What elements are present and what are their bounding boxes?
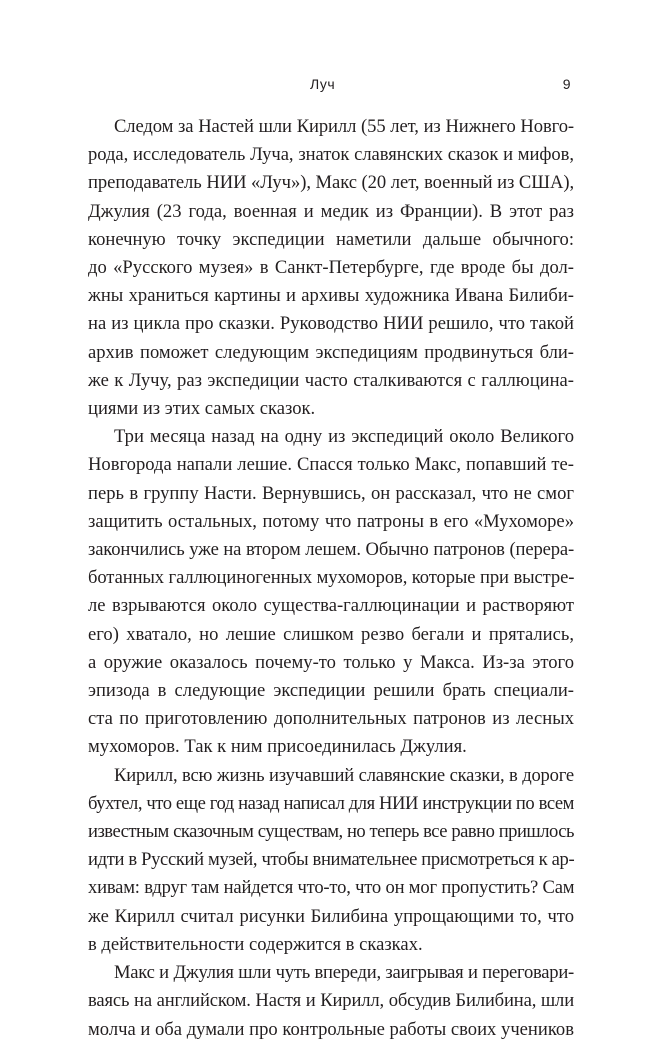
text-line: же Кирилл считал рисунки Билибина упрощающими то, что	[88, 905, 574, 927]
text-line: Макс и Джулия шли чуть впереди, заигрывая и переговари-	[114, 962, 574, 984]
text-line: в действительности содержится в сказках.	[88, 933, 423, 955]
text-line: жны храниться картины и архивы художника Ивана Билиби-	[88, 285, 574, 307]
text-line: идти в Русский музей, чтобы внимательнее присмотреться к ар-	[88, 849, 575, 871]
text-line: ста по приготовлению дополнительных патронов из лесных	[88, 708, 574, 730]
running-head	[88, 76, 571, 96]
body-text	[88, 113, 574, 1044]
paragraph-1	[88, 113, 574, 423]
text-line: на из цикла про сказки. Руководство НИИ решило, что такой	[88, 313, 574, 335]
text-line: а оружие оказалось почему-то только у Макса. Из-за этого	[88, 651, 574, 673]
text-line: ле взрываются около существа-галлюцинации и растворяют	[88, 595, 574, 617]
paragraph-2	[88, 423, 574, 761]
text-line: же к Лучу, раз экспедиции часто сталкиваются с галлюцина-	[88, 369, 574, 391]
text-line: ботанных галлюциногенных мухоморов, которые при выстре-	[88, 567, 575, 589]
paragraph-4	[88, 959, 574, 1044]
text-line: хивам: вдруг там найдется что-то, что он мог пропустить? Сам	[88, 877, 575, 899]
text-line: до «Русского музея» в Санкт-Петербурге, где вроде бы дол-	[88, 257, 574, 279]
text-line: Три месяца назад на одну из экспедиций около Великого	[114, 426, 574, 448]
text-line: мухоморов. Так к ним присоединилась Джулия.	[88, 736, 467, 758]
text-line: молча и оба думали про контрольные работы своих учеников	[88, 1018, 574, 1040]
text-line: Новгорода напали лешие. Спасся только Макс, попавший те-	[88, 454, 574, 476]
text-line: Кирилл, всю жизнь изучавший славянские сказки, в дороге	[114, 764, 574, 786]
text-line: перь в группу Насти. Вернувшись, он рассказал, что не смог	[88, 482, 574, 504]
text-line: Следом за Настей шли Кирилл (55 лет, из Нижнего Новго-	[114, 116, 574, 137]
text-line: его) хватало, но лешие слишком резво бегали и прятались,	[88, 623, 574, 645]
text-line: защитить остальных, потому что патроны в его «Мухоморе»	[88, 510, 574, 532]
text-line: архив поможет следующим экспедициям продвинуться бли-	[88, 341, 574, 363]
text-line: закончились уже на втором лешем. Обычно патронов (перера-	[88, 539, 574, 561]
text-line: бухтел, что еще год назад написал для НИИ инструкции по всем	[88, 792, 574, 814]
text-line: рода, исследователь Луча, знаток славянских сказок и мифов,	[88, 144, 574, 166]
text-line: эпизода в следующие экспедиции решили брать специали-	[88, 680, 574, 702]
text-line: конечную точку экспедиции наметили дальше обычного:	[88, 228, 574, 250]
text-line: преподаватель НИИ «Луч»), Макс (20 лет, военный из США),	[88, 172, 575, 194]
running-title: Луч	[310, 76, 336, 92]
text-line: циями из этих самых сказок.	[88, 398, 316, 420]
paragraph-3	[88, 762, 574, 959]
text-line: известным сказочным существам, но теперь все равно пришлось	[88, 821, 574, 843]
page-number: 9	[562, 76, 571, 92]
text-line: ваясь на английском. Настя и Кирилл, обсудив Билибина, шли	[88, 990, 574, 1012]
text-line: Джулия (23 года, военная и медик из Франции). В этот раз	[88, 200, 574, 222]
